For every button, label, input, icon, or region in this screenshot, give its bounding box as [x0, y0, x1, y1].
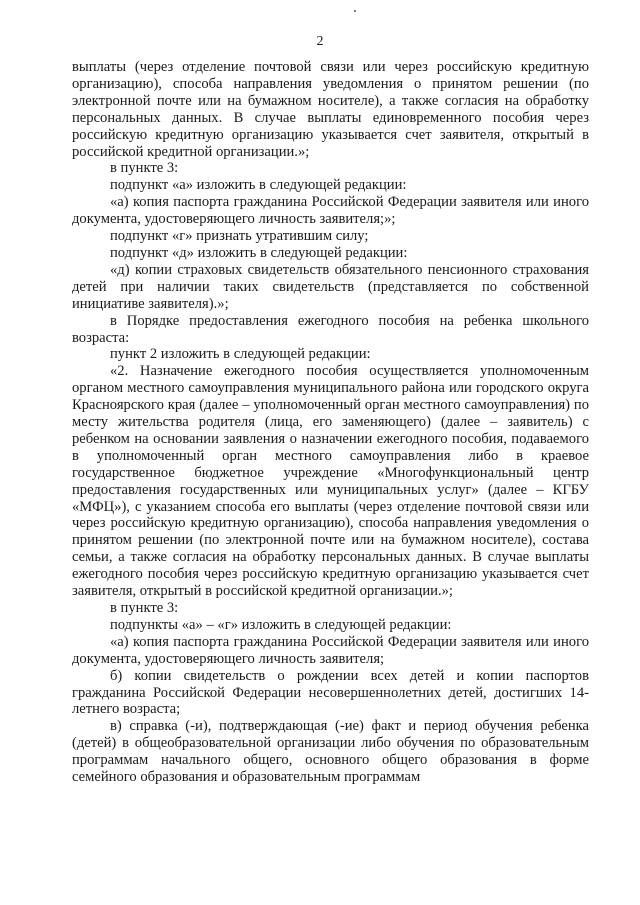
document-body — [72, 59, 589, 786]
paragraph-clause-2-text: «2. Назначение ежегодного пособия осуществляется уполномоченным органом местного самоуправления муниципального района или городского округа Красноярского края (далее – уполномоченный орган местного самоуправления) по месту жительства родителя (лица, его заменяющего) (далее – заявитель) с ребенком на основании заявления о назначении ежегодного пособия, подаваемого в уполномоченный орган местного самоуправления либо в краевое государственное бюджетное учреждение «Многофункциональный центр предоставления государственных или муниципальных услуг» (далее – КГБУ «МФЦ»), с указанием способа его выплаты (через отделение почтовой связи или через российскую кредитную организацию), способа направления уведомления о принятом решении (по электронной почте или на бумажном носителе), состава семьи, а также согласия на обработку персональных данных. В случае выплаты ежегодного пособия через российскую кредитную организацию указывается счет заявителя, открытый в российской кредитной организации.»; — [72, 363, 589, 600]
paragraph-subclauses-a-g-instruction: подпункты «а» – «г» изложить в следующей редакции: — [110, 616, 452, 633]
paragraph-subclause-a-instruction: подпункт «а» изложить в следующей редакции: — [110, 177, 407, 194]
page-number: 2 — [316, 34, 324, 49]
paragraph-annual-allowance-order: в Порядке предоставления ежегодного пособия на ребенка школьного возраста: — [72, 312, 589, 346]
paragraph-clause-3-heading-2: в пункте 3: — [110, 600, 179, 616]
paragraph-subclause-a-text: «а) копия паспорта гражданина Российской Федерации заявителя или иного документа, удостоверяющего личность заявителя;»; — [72, 194, 589, 228]
paragraph-item-v: в) справка (-и), подтверждающая (-ие) факт и период обучения ребенка (детей) в общеобразовательной организации либо обучения по образовательным программам начального общего, основного общего образования в форме семейного образования и образовательным программам — [72, 718, 589, 786]
paragraph-subclause-d-text: «д) копии страховых свидетельств обязательного пенсионного страхования детей при наличии таких свидетельств (представляется по собственной инициативе заявителя).»; — [72, 261, 589, 312]
paragraph-continuation: выплаты (через отделение почтовой связи или через российскую кредитную организацию), способа направления уведомления о принятом решении (по электронной почте или на бумажном носителе), а также согласия на обработку персональных данных. В случае выплаты единовременного пособия через российскую кредитную организацию указывается счет заявителя, открытый в российской кредитной организации.»; — [72, 59, 589, 160]
paragraph-item-a: «а) копия паспорта гражданина Российской Федерации заявителя или иного документа, удостоверяющего личность заявителя; — [72, 633, 589, 667]
paragraph-clause-3-heading: в пункте 3: — [110, 160, 179, 177]
paragraph-clause-2-instruction: пункт 2 изложить в следующей редакции: — [110, 346, 371, 363]
paragraph-subclause-d-instruction: подпункт «д» изложить в следующей редакции: — [110, 244, 408, 261]
scan-speck — [354, 10, 356, 12]
paragraph-item-b: б) копии свидетельств о рождении всех детей и копии паспортов гражданина Российской Федерации несовершеннолетних детей, достигших 14-летнего возраста; — [72, 667, 589, 718]
paragraph-subclause-g-void: подпункт «г» признать утратившим силу; — [110, 228, 369, 245]
